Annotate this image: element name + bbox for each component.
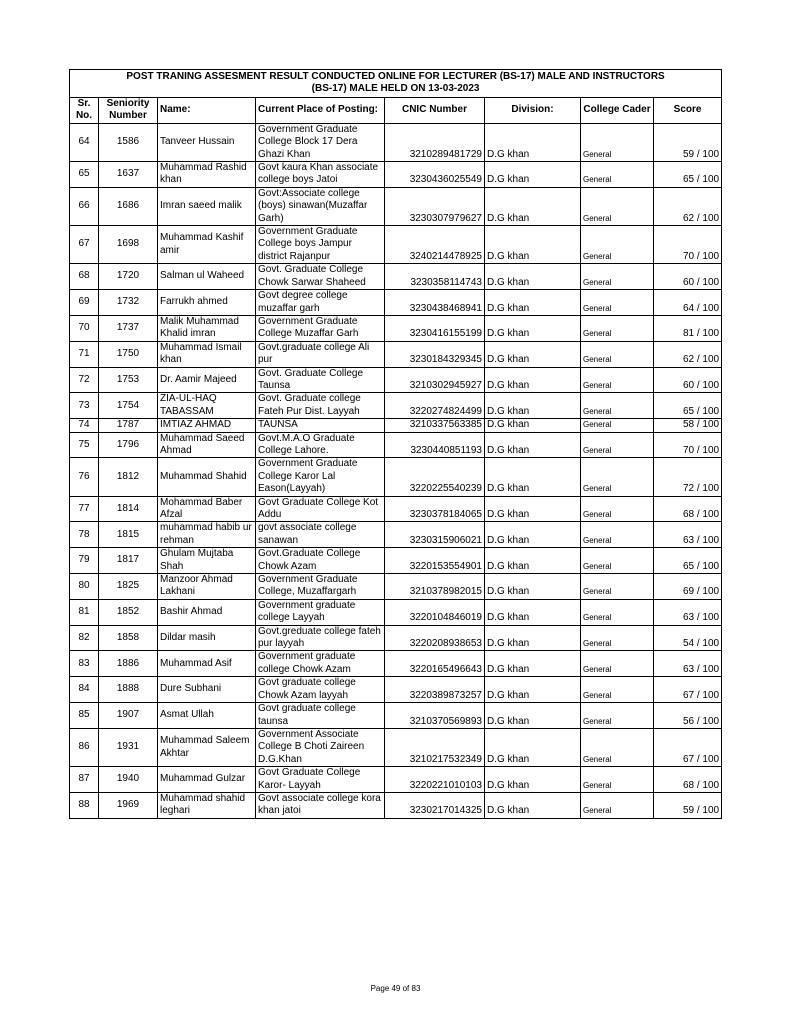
cadre-cell: General bbox=[581, 367, 654, 393]
posting-cell: Govt. Graduate College Taunsa bbox=[256, 367, 385, 393]
division-cell: D.G khan bbox=[485, 703, 581, 729]
score-cell: 65 / 100 bbox=[654, 162, 722, 188]
seniority-cell: 1858 bbox=[99, 625, 158, 651]
posting-cell: Govt. Graduate college Fateh Pur Dist. Layyah bbox=[256, 393, 385, 419]
sr-cell: 88 bbox=[70, 792, 99, 818]
table-title bbox=[70, 70, 722, 98]
table-row bbox=[70, 574, 722, 600]
table-row bbox=[70, 393, 722, 419]
seniority-cell: 1796 bbox=[99, 432, 158, 458]
division-cell: D.G khan bbox=[485, 123, 581, 161]
sr-cell: 86 bbox=[70, 728, 99, 766]
cnic-cell: 3230378184065 bbox=[385, 496, 485, 522]
division-cell: D.G khan bbox=[485, 367, 581, 393]
cadre-cell: General bbox=[581, 315, 654, 341]
table-row bbox=[70, 290, 722, 316]
division-cell: D.G khan bbox=[485, 522, 581, 548]
cadre-cell: General bbox=[581, 548, 654, 574]
cadre-cell: General bbox=[581, 767, 654, 793]
cadre-cell: General bbox=[581, 677, 654, 703]
score-cell: 59 / 100 bbox=[654, 792, 722, 818]
seniority-cell: 1753 bbox=[99, 367, 158, 393]
cadre-cell: General bbox=[581, 703, 654, 729]
cadre-cell: General bbox=[581, 419, 654, 432]
name-cell: Muhammad Kashif amir bbox=[158, 226, 256, 264]
sr-cell: 68 bbox=[70, 264, 99, 290]
cnic-cell: 3230440851193 bbox=[385, 432, 485, 458]
name-cell: Muhammad Shahid bbox=[158, 458, 256, 496]
header-posting: Current Place of Posting: bbox=[256, 97, 385, 123]
cnic-cell: 3210337563385 bbox=[385, 419, 485, 432]
cnic-cell: 3220104846019 bbox=[385, 599, 485, 625]
score-cell: 62 / 100 bbox=[654, 187, 722, 225]
cadre-cell: General bbox=[581, 625, 654, 651]
sr-cell: 79 bbox=[70, 548, 99, 574]
sr-cell: 65 bbox=[70, 162, 99, 188]
sr-cell: 76 bbox=[70, 458, 99, 496]
table-row bbox=[70, 792, 722, 818]
cnic-cell: 3230436025549 bbox=[385, 162, 485, 188]
score-cell: 70 / 100 bbox=[654, 432, 722, 458]
cadre-cell: General bbox=[581, 393, 654, 419]
posting-cell: Government Graduate College Karor Lal Eason(Layyah) bbox=[256, 458, 385, 496]
seniority-cell: 1720 bbox=[99, 264, 158, 290]
cadre-cell: General bbox=[581, 458, 654, 496]
title-line-1: POST TRANING ASSESMENT RESULT CONDUCTED ONLINE FOR LECTURER (BS-17) MALE AND INSTRUCTORS bbox=[126, 71, 665, 82]
posting-cell: Govt. Graduate College Chowk Sarwar Shaheed bbox=[256, 264, 385, 290]
cnic-cell: 3220274824499 bbox=[385, 393, 485, 419]
cnic-cell: 3230438468941 bbox=[385, 290, 485, 316]
cadre-cell: General bbox=[581, 341, 654, 367]
table-row bbox=[70, 548, 722, 574]
table-row bbox=[70, 703, 722, 729]
cnic-cell: 3230315906021 bbox=[385, 522, 485, 548]
seniority-cell: 1814 bbox=[99, 496, 158, 522]
posting-cell: Govt.greduate college fateh pur layyah bbox=[256, 625, 385, 651]
score-cell: 59 / 100 bbox=[654, 123, 722, 161]
cnic-cell: 3230184329345 bbox=[385, 341, 485, 367]
seniority-cell: 1815 bbox=[99, 522, 158, 548]
cadre-cell: General bbox=[581, 574, 654, 600]
sr-cell: 83 bbox=[70, 651, 99, 677]
cnic-cell: 3230416155199 bbox=[385, 315, 485, 341]
posting-cell: Government Graduate College Muzaffar Garh bbox=[256, 315, 385, 341]
table-body bbox=[70, 123, 722, 818]
sr-cell: 77 bbox=[70, 496, 99, 522]
seniority-cell: 1586 bbox=[99, 123, 158, 161]
cadre-cell: General bbox=[581, 123, 654, 161]
name-cell: muhammad habib ur rehman bbox=[158, 522, 256, 548]
division-cell: D.G khan bbox=[485, 458, 581, 496]
table-row bbox=[70, 187, 722, 225]
result-table bbox=[69, 69, 722, 819]
division-cell: D.G khan bbox=[485, 625, 581, 651]
cadre-cell: General bbox=[581, 651, 654, 677]
table-row bbox=[70, 432, 722, 458]
division-cell: D.G khan bbox=[485, 548, 581, 574]
page-footer: Page 49 of 83 bbox=[370, 984, 421, 993]
seniority-cell: 1852 bbox=[99, 599, 158, 625]
posting-cell: Govt Graduate College Kot Addu bbox=[256, 496, 385, 522]
posting-cell: Govt.graduate college Ali pur bbox=[256, 341, 385, 367]
score-cell: 68 / 100 bbox=[654, 496, 722, 522]
cnic-cell: 3230217014325 bbox=[385, 792, 485, 818]
seniority-cell: 1732 bbox=[99, 290, 158, 316]
seniority-cell: 1940 bbox=[99, 767, 158, 793]
table-row bbox=[70, 625, 722, 651]
cadre-cell: General bbox=[581, 522, 654, 548]
cadre-cell: General bbox=[581, 187, 654, 225]
name-cell: Manzoor Ahmad Lakhani bbox=[158, 574, 256, 600]
seniority-cell: 1754 bbox=[99, 393, 158, 419]
name-cell: ZIA-UL-HAQ TABASSAM bbox=[158, 393, 256, 419]
table-row bbox=[70, 341, 722, 367]
name-cell: Ghulam Mujtaba Shah bbox=[158, 548, 256, 574]
score-cell: 62 / 100 bbox=[654, 341, 722, 367]
table-row bbox=[70, 767, 722, 793]
name-cell: Muhammad Rashid khan bbox=[158, 162, 256, 188]
cnic-cell: 3220208938653 bbox=[385, 625, 485, 651]
table-row bbox=[70, 264, 722, 290]
score-cell: 64 / 100 bbox=[654, 290, 722, 316]
cnic-cell: 3210370569893 bbox=[385, 703, 485, 729]
posting-cell: TAUNSA bbox=[256, 419, 385, 432]
posting-cell: Govt kaura Khan associate college boys Jatoi bbox=[256, 162, 385, 188]
name-cell: Tanveer Hussain bbox=[158, 123, 256, 161]
name-cell: Imran saeed malik bbox=[158, 187, 256, 225]
cadre-cell: General bbox=[581, 599, 654, 625]
division-cell: D.G khan bbox=[485, 767, 581, 793]
name-cell: Asmat Ullah bbox=[158, 703, 256, 729]
cnic-cell: 3220225540239 bbox=[385, 458, 485, 496]
cadre-cell: General bbox=[581, 162, 654, 188]
name-cell: Malik Muhammad Khalid imran bbox=[158, 315, 256, 341]
score-cell: 60 / 100 bbox=[654, 264, 722, 290]
name-cell: Mohammad Baber Afzal bbox=[158, 496, 256, 522]
posting-cell: Govt graduate college taunsa bbox=[256, 703, 385, 729]
score-cell: 54 / 100 bbox=[654, 625, 722, 651]
sr-cell: 81 bbox=[70, 599, 99, 625]
seniority-cell: 1817 bbox=[99, 548, 158, 574]
cnic-cell: 3210217532349 bbox=[385, 728, 485, 766]
sr-cell: 84 bbox=[70, 677, 99, 703]
seniority-cell: 1888 bbox=[99, 677, 158, 703]
seniority-cell: 1969 bbox=[99, 792, 158, 818]
division-cell: D.G khan bbox=[485, 393, 581, 419]
cnic-cell: 3230307979627 bbox=[385, 187, 485, 225]
table-row bbox=[70, 599, 722, 625]
header-sr: Sr. No. bbox=[70, 97, 99, 123]
score-cell: 63 / 100 bbox=[654, 522, 722, 548]
seniority-cell: 1931 bbox=[99, 728, 158, 766]
posting-cell: Government graduate college Layyah bbox=[256, 599, 385, 625]
name-cell: Dr. Aamir Majeed bbox=[158, 367, 256, 393]
score-cell: 58 / 100 bbox=[654, 419, 722, 432]
division-cell: D.G khan bbox=[485, 792, 581, 818]
cadre-cell: General bbox=[581, 792, 654, 818]
sr-cell: 73 bbox=[70, 393, 99, 419]
seniority-cell: 1698 bbox=[99, 226, 158, 264]
name-cell: IMTIAZ AHMAD bbox=[158, 419, 256, 432]
division-cell: D.G khan bbox=[485, 341, 581, 367]
cnic-cell: 3210289481729 bbox=[385, 123, 485, 161]
division-cell: D.G khan bbox=[485, 677, 581, 703]
posting-cell: Govt.Graduate College Chowk Azam bbox=[256, 548, 385, 574]
seniority-cell: 1886 bbox=[99, 651, 158, 677]
name-cell: Muhammad shahid leghari bbox=[158, 792, 256, 818]
posting-cell: govt associate college sanawan bbox=[256, 522, 385, 548]
sr-cell: 87 bbox=[70, 767, 99, 793]
division-cell: D.G khan bbox=[485, 432, 581, 458]
score-cell: 65 / 100 bbox=[654, 393, 722, 419]
score-cell: 63 / 100 bbox=[654, 599, 722, 625]
name-cell: Dildar masih bbox=[158, 625, 256, 651]
header-name: Name: bbox=[158, 97, 256, 123]
header-division: Division: bbox=[485, 97, 581, 123]
result-sheet bbox=[69, 69, 721, 819]
seniority-cell: 1750 bbox=[99, 341, 158, 367]
seniority-cell: 1686 bbox=[99, 187, 158, 225]
division-cell: D.G khan bbox=[485, 187, 581, 225]
table-row bbox=[70, 419, 722, 432]
table-row bbox=[70, 728, 722, 766]
sr-cell: 75 bbox=[70, 432, 99, 458]
table-row bbox=[70, 677, 722, 703]
name-cell: Salman ul Waheed bbox=[158, 264, 256, 290]
division-cell: D.G khan bbox=[485, 496, 581, 522]
sr-cell: 64 bbox=[70, 123, 99, 161]
division-cell: D.G khan bbox=[485, 162, 581, 188]
score-cell: 72 / 100 bbox=[654, 458, 722, 496]
table-row bbox=[70, 315, 722, 341]
header-cnic: CNIC Number bbox=[385, 97, 485, 123]
division-cell: D.G khan bbox=[485, 226, 581, 264]
score-cell: 69 / 100 bbox=[654, 574, 722, 600]
division-cell: D.G khan bbox=[485, 651, 581, 677]
seniority-cell: 1812 bbox=[99, 458, 158, 496]
name-cell: Dure Subhani bbox=[158, 677, 256, 703]
header-cadre: College Cader bbox=[581, 97, 654, 123]
sr-cell: 82 bbox=[70, 625, 99, 651]
cnic-cell: 3240214478925 bbox=[385, 226, 485, 264]
division-cell: D.G khan bbox=[485, 419, 581, 432]
sr-cell: 72 bbox=[70, 367, 99, 393]
posting-cell: Government Graduate College, Muzaffargarh bbox=[256, 574, 385, 600]
division-cell: D.G khan bbox=[485, 728, 581, 766]
sr-cell: 69 bbox=[70, 290, 99, 316]
posting-cell: Govt Graduate College Karor- Layyah bbox=[256, 767, 385, 793]
score-cell: 81 / 100 bbox=[654, 315, 722, 341]
sr-cell: 70 bbox=[70, 315, 99, 341]
name-cell: Muhammad Gulzar bbox=[158, 767, 256, 793]
name-cell: Muhammad Ismail khan bbox=[158, 341, 256, 367]
header-score: Score bbox=[654, 97, 722, 123]
division-cell: D.G khan bbox=[485, 315, 581, 341]
division-cell: D.G khan bbox=[485, 264, 581, 290]
posting-cell: Govt.M.A.O Graduate College Lahore. bbox=[256, 432, 385, 458]
seniority-cell: 1787 bbox=[99, 419, 158, 432]
posting-cell: Govt associate college kora khan jatoi bbox=[256, 792, 385, 818]
cadre-cell: General bbox=[581, 432, 654, 458]
sr-cell: 66 bbox=[70, 187, 99, 225]
table-row bbox=[70, 651, 722, 677]
cnic-cell: 3210378982015 bbox=[385, 574, 485, 600]
posting-cell: Govt graduate college Chowk Azam layyah bbox=[256, 677, 385, 703]
score-cell: 67 / 100 bbox=[654, 677, 722, 703]
division-cell: D.G khan bbox=[485, 290, 581, 316]
seniority-cell: 1825 bbox=[99, 574, 158, 600]
cadre-cell: General bbox=[581, 290, 654, 316]
score-cell: 65 / 100 bbox=[654, 548, 722, 574]
score-cell: 60 / 100 bbox=[654, 367, 722, 393]
table-row bbox=[70, 458, 722, 496]
score-cell: 68 / 100 bbox=[654, 767, 722, 793]
table-row bbox=[70, 226, 722, 264]
seniority-cell: 1637 bbox=[99, 162, 158, 188]
division-cell: D.G khan bbox=[485, 599, 581, 625]
cadre-cell: General bbox=[581, 226, 654, 264]
table-row bbox=[70, 496, 722, 522]
name-cell: Muhammad Asif bbox=[158, 651, 256, 677]
cnic-cell: 3220389873257 bbox=[385, 677, 485, 703]
score-cell: 70 / 100 bbox=[654, 226, 722, 264]
name-cell: Muhammad Saleem Akhtar bbox=[158, 728, 256, 766]
score-cell: 56 / 100 bbox=[654, 703, 722, 729]
posting-cell: Government Graduate College boys Jampur district Rajanpur bbox=[256, 226, 385, 264]
table-row bbox=[70, 522, 722, 548]
posting-cell: Government graduate college Chowk Azam bbox=[256, 651, 385, 677]
seniority-cell: 1907 bbox=[99, 703, 158, 729]
cnic-cell: 3210302945927 bbox=[385, 367, 485, 393]
name-cell: Bashir Ahmad bbox=[158, 599, 256, 625]
posting-cell: Govt degree college muzaffar garh bbox=[256, 290, 385, 316]
division-cell: D.G khan bbox=[485, 574, 581, 600]
cadre-cell: General bbox=[581, 728, 654, 766]
sr-cell: 74 bbox=[70, 419, 99, 432]
posting-cell: Govt:Associate college (boys) sinawan(Muzaffar Garh) bbox=[256, 187, 385, 225]
sr-cell: 80 bbox=[70, 574, 99, 600]
title-line-2: (BS-17) MALE HELD ON 13-03-2023 bbox=[311, 83, 480, 95]
posting-cell: Government Associate College B Choti Zaireen D.G.Khan bbox=[256, 728, 385, 766]
header-seniority: Seniority Number bbox=[99, 97, 158, 123]
table-row bbox=[70, 123, 722, 161]
name-cell: Muhammad Saeed Ahmad bbox=[158, 432, 256, 458]
table-row bbox=[70, 367, 722, 393]
sr-cell: 78 bbox=[70, 522, 99, 548]
cnic-cell: 3220221010103 bbox=[385, 767, 485, 793]
score-cell: 63 / 100 bbox=[654, 651, 722, 677]
sr-cell: 71 bbox=[70, 341, 99, 367]
table-row bbox=[70, 162, 722, 188]
posting-cell: Government Graduate College Block 17 Dera Ghazi Khan bbox=[256, 123, 385, 161]
cnic-cell: 3230358114743 bbox=[385, 264, 485, 290]
sr-cell: 67 bbox=[70, 226, 99, 264]
score-cell: 67 / 100 bbox=[654, 728, 722, 766]
sr-cell: 85 bbox=[70, 703, 99, 729]
seniority-cell: 1737 bbox=[99, 315, 158, 341]
cadre-cell: General bbox=[581, 496, 654, 522]
cadre-cell: General bbox=[581, 264, 654, 290]
cnic-cell: 3220165496643 bbox=[385, 651, 485, 677]
name-cell: Farrukh ahmed bbox=[158, 290, 256, 316]
cnic-cell: 3220153554901 bbox=[385, 548, 485, 574]
